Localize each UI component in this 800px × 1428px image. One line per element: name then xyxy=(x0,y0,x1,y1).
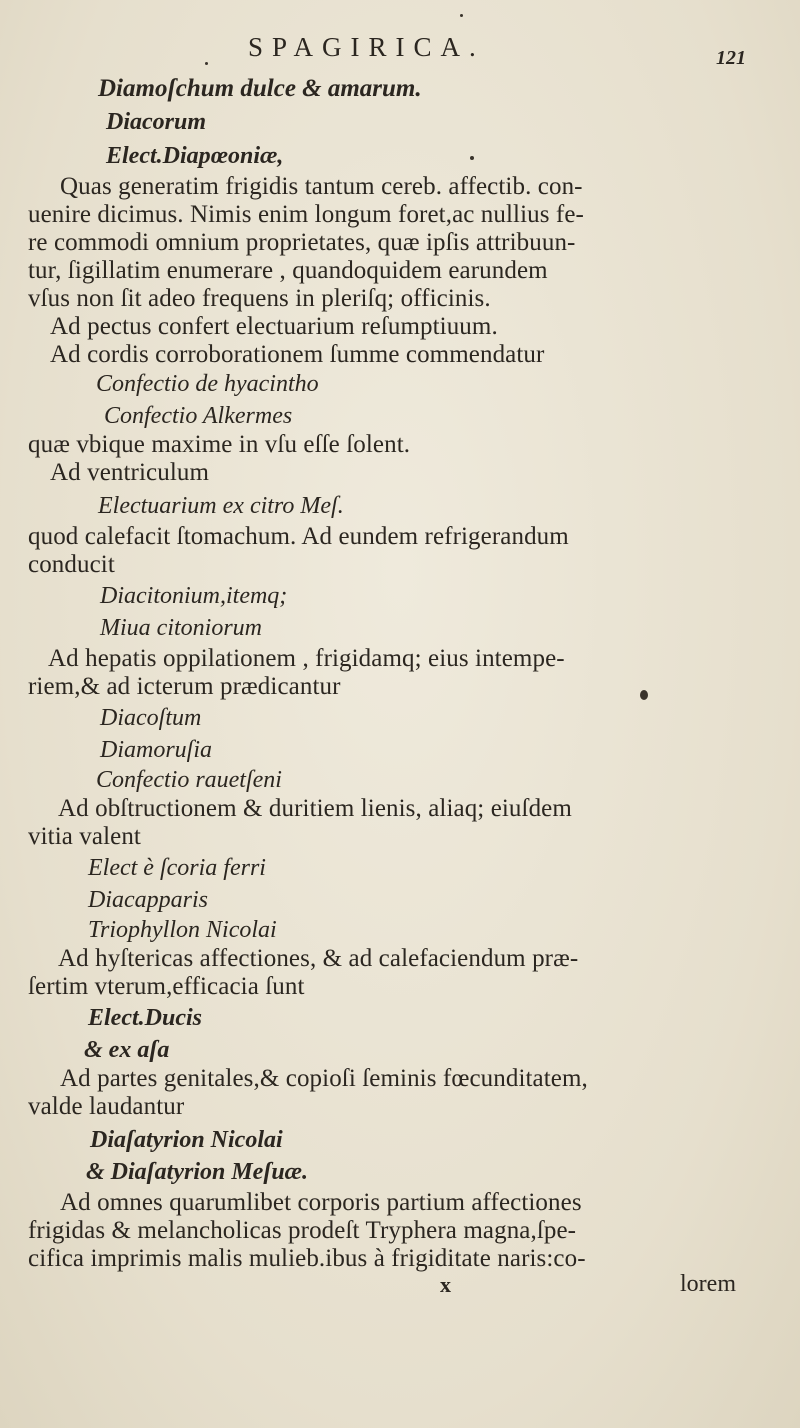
recipe-name: Elect.Ducis xyxy=(88,1005,202,1031)
ink-speck xyxy=(205,62,208,65)
text-line: Quas generatim frigidis tantum cereb. affectib. con- xyxy=(60,173,583,200)
text-line: quæ vbique maxime in vſu eſſe ſolent. xyxy=(28,431,411,458)
text-line: cifica imprimis malis mulieb.ibus à frigiditate naris:co- xyxy=(28,1245,586,1272)
recipe-name: Miua citoniorum xyxy=(100,615,262,641)
text-line: Ad pectus confert electuarium reſumptiuum. xyxy=(50,313,498,340)
text-line: vſus non ſit adeo frequens in pleriſq; officinis. xyxy=(28,285,491,312)
page-number: 121 xyxy=(716,47,746,69)
text-line: Ad ventriculum xyxy=(50,459,210,486)
text-line: Ad hyſtericas affectiones, & ad calefaciendum præ- xyxy=(58,945,579,972)
text-line: riem,& ad icterum prædicantur xyxy=(28,673,341,700)
ink-blot xyxy=(640,690,648,700)
text-line: Ad omnes quarumlibet corporis partium affectiones xyxy=(60,1189,582,1216)
text-line: valde laudantur xyxy=(28,1093,185,1120)
recipe-name: Confectio rauetſeni xyxy=(96,767,282,793)
recipe-name: Diacitonium,itemq; xyxy=(100,583,288,609)
recipe-title: Diamoſchum dulce & amarum. xyxy=(98,75,422,102)
text-line: conducit xyxy=(28,551,115,578)
text-line: Ad obſtructionem & duritiem lienis, aliaq; eiuſdem xyxy=(58,795,572,822)
recipe-name: Electuarium ex citro Meſ. xyxy=(98,493,344,519)
ink-speck xyxy=(460,14,463,17)
running-title: SPAGIRICA. xyxy=(248,32,485,62)
signature-mark: x xyxy=(440,1272,451,1297)
recipe-name: Diaſatyrion Nicolai xyxy=(90,1127,283,1153)
text-line: vitia valent xyxy=(28,823,141,850)
recipe-name: Confectio Alkermes xyxy=(104,403,293,429)
ink-speck xyxy=(470,156,474,160)
text-line: quod calefacit ſtomachum. Ad eundem refrigerandum xyxy=(28,523,569,550)
text-line: tur, ſigillatim enumerare , quandoquidem earundem xyxy=(28,257,548,284)
text-line: re commodi omnium proprietates, quæ ipſis attribuun- xyxy=(28,229,576,256)
recipe-name: Confectio de hyacintho xyxy=(96,371,319,397)
recipe-name: Elect.Diapœoniæ, xyxy=(106,143,284,169)
recipe-name: Elect è ſcoria ferri xyxy=(88,855,266,881)
text-line: uenire dicimus. Nimis enim longum foret,ac nullius fe- xyxy=(28,201,584,228)
recipe-name: Diacoſtum xyxy=(100,705,202,731)
text-line: Ad partes genitales,& copioſi ſeminis fœcunditatem, xyxy=(60,1065,588,1092)
text-line: frigidas & melancholicas prodeſt Tryphera magna,ſpe- xyxy=(28,1217,577,1244)
recipe-name: & ex aſa xyxy=(84,1037,170,1063)
text-line: Ad hepatis oppilationem , frigidamq; eius intempe- xyxy=(48,645,565,672)
catchword: lorem xyxy=(680,1271,736,1297)
recipe-name: Diacorum xyxy=(106,109,207,135)
recipe-name: Triophyllon Nicolai xyxy=(88,917,277,943)
recipe-name: Diacapparis xyxy=(88,887,208,913)
text-line: ſertim vterum,efficacia ſunt xyxy=(28,973,305,1000)
recipe-name: & Diaſatyrion Meſuæ. xyxy=(86,1159,308,1185)
text-line: Ad cordis corroborationem ſumme commendatur xyxy=(50,341,545,368)
recipe-name: Diamoruſia xyxy=(100,737,213,763)
